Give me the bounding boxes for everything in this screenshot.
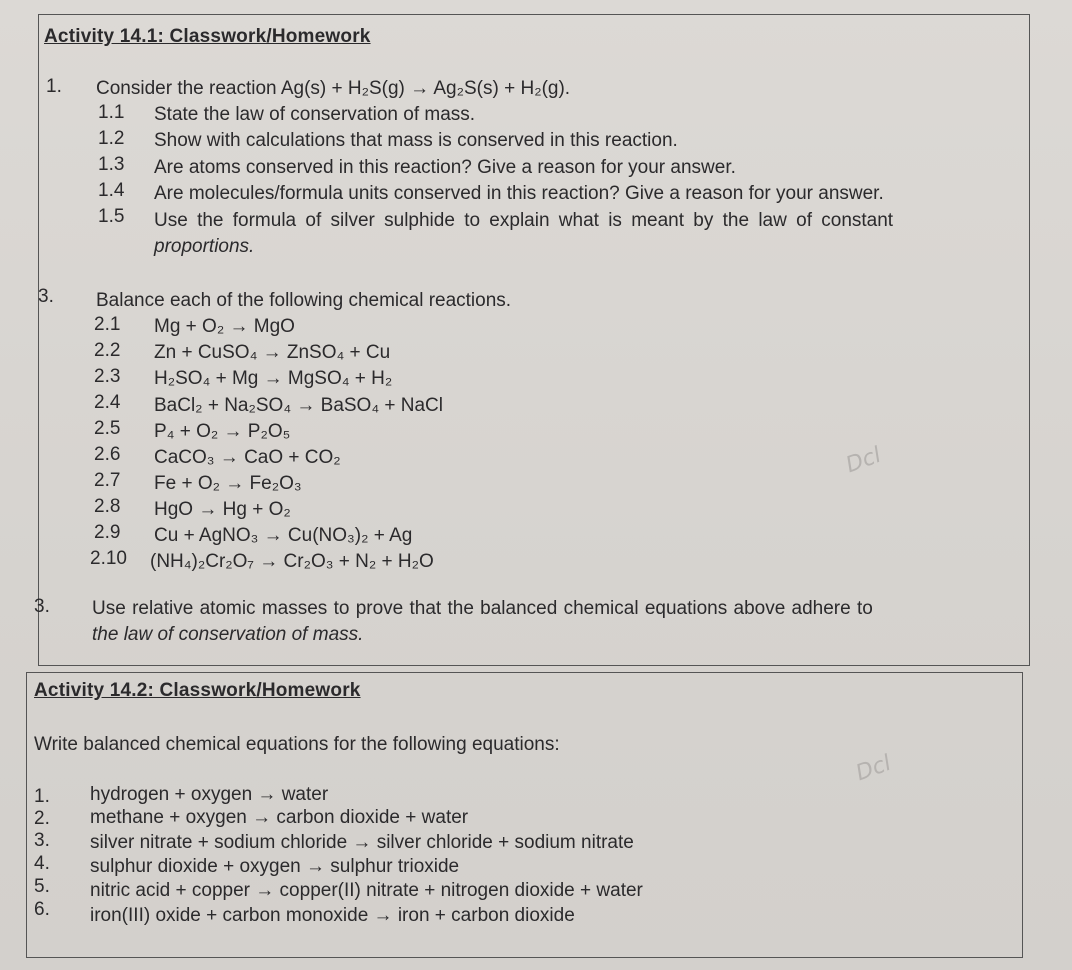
- reaction-2-5-number: 2.5: [94, 418, 121, 439]
- reaction-2-7: Fe + O₂ → Fe₂O₃: [154, 473, 302, 494]
- q3-number: 3.: [34, 596, 50, 617]
- eq-2: methane + oxygen → carbon dioxide + water: [90, 807, 469, 828]
- q1-3-number: 1.3: [98, 154, 125, 175]
- reaction-2-10: (NH₄)₂Cr₂O₇ → Cr₂O₃ + N₂ + H₂O: [150, 551, 434, 572]
- eq-4: sulphur dioxide + oxygen → sulphur trioxide: [90, 856, 460, 877]
- eq-6-number: 6.: [34, 899, 50, 920]
- eq-6: iron(III) oxide + carbon monoxide → iron + carbon dioxide: [90, 905, 575, 926]
- reaction-2-9-number: 2.9: [94, 522, 121, 543]
- reaction-2-4: BaCl₂ + Na₂SO₄ → BaSO₄ + NaCl: [154, 395, 443, 416]
- reaction-2-6: CaCO₃ → CaO + CO₂: [154, 447, 341, 468]
- eq-3-number: 3.: [34, 830, 50, 851]
- eq-1: hydrogen + oxygen → water: [90, 784, 329, 805]
- eq-5-number: 5.: [34, 876, 50, 897]
- reaction-2-3-number: 2.3: [94, 366, 121, 387]
- q2-number: 3.: [38, 286, 54, 307]
- activity-14-2-title: Activity 14.2: Classwork/Homework: [34, 680, 361, 701]
- eq-1-number: 1.: [34, 786, 50, 807]
- q1-5-text: Use the formula of silver sulphide to explain what is meant by the law of constant: [154, 210, 894, 231]
- reaction-2-5: P₄ + O₂ → P₂O₅: [154, 421, 291, 442]
- reaction-2-1: Mg + O₂ → MgO: [154, 316, 295, 337]
- reaction-2-8: HgO → Hg + O₂: [154, 499, 291, 520]
- reaction-2-8-number: 2.8: [94, 496, 121, 517]
- q3-line-1: Use relative atomic masses to prove that the balanced chemical equations above adhere to: [92, 598, 873, 619]
- reaction-2-3: H₂SO₄ + Mg → MgSO₄ + H₂: [154, 368, 393, 389]
- q3-line-2: the law of conservation of mass.: [92, 624, 364, 645]
- eq-4-number: 4.: [34, 853, 50, 874]
- q1-number: 1.: [46, 76, 62, 97]
- q1-4-number: 1.4: [98, 180, 125, 201]
- activity-14-2-intro: Write balanced chemical equations for the following equations:: [34, 734, 560, 755]
- q1-1-text: State the law of conservation of mass.: [154, 104, 476, 125]
- q1-2-number: 1.2: [98, 128, 125, 149]
- activity-14-1-title: Activity 14.1: Classwork/Homework: [44, 26, 371, 47]
- q2-text: Balance each of the following chemical reactions.: [96, 290, 512, 311]
- handwritten-mark: Dcl: [842, 442, 885, 479]
- reaction-2-9: Cu + AgNO₃ → Cu(NO₃)₂ + Ag: [154, 525, 413, 546]
- reaction-2-2: Zn + CuSO₄ → ZnSO₄ + Cu: [154, 342, 391, 363]
- q1-3-text: Are atoms conserved in this reaction? Give a reason for your answer.: [154, 157, 736, 178]
- q1-5-number: 1.5: [98, 206, 125, 227]
- q1-4-text: Are molecules/formula units conserved in this reaction? Give a reason for your answer.: [154, 183, 884, 204]
- q1-text: Consider the reaction Ag(s) + H₂S(g) → Ag₂S(s) + H₂(g).: [96, 78, 571, 99]
- eq-2-number: 2.: [34, 808, 50, 829]
- eq-5: nitric acid + copper → copper(II) nitrate + nitrogen dioxide + water: [90, 880, 643, 901]
- q1-5-text-continued: proportions.: [154, 236, 255, 257]
- reaction-2-10-number: 2.10: [90, 548, 127, 569]
- reaction-2-7-number: 2.7: [94, 470, 121, 491]
- reaction-2-6-number: 2.6: [94, 444, 121, 465]
- q1-1-number: 1.1: [98, 102, 125, 123]
- eq-3: silver nitrate + sodium chloride → silver chloride + sodium nitrate: [90, 832, 634, 853]
- q1-2-text: Show with calculations that mass is conserved in this reaction.: [154, 130, 678, 151]
- reaction-2-2-number: 2.2: [94, 340, 121, 361]
- reaction-2-4-number: 2.4: [94, 392, 121, 413]
- reaction-2-1-number: 2.1: [94, 314, 121, 335]
- handwritten-mark-2: Dcl: [852, 750, 895, 787]
